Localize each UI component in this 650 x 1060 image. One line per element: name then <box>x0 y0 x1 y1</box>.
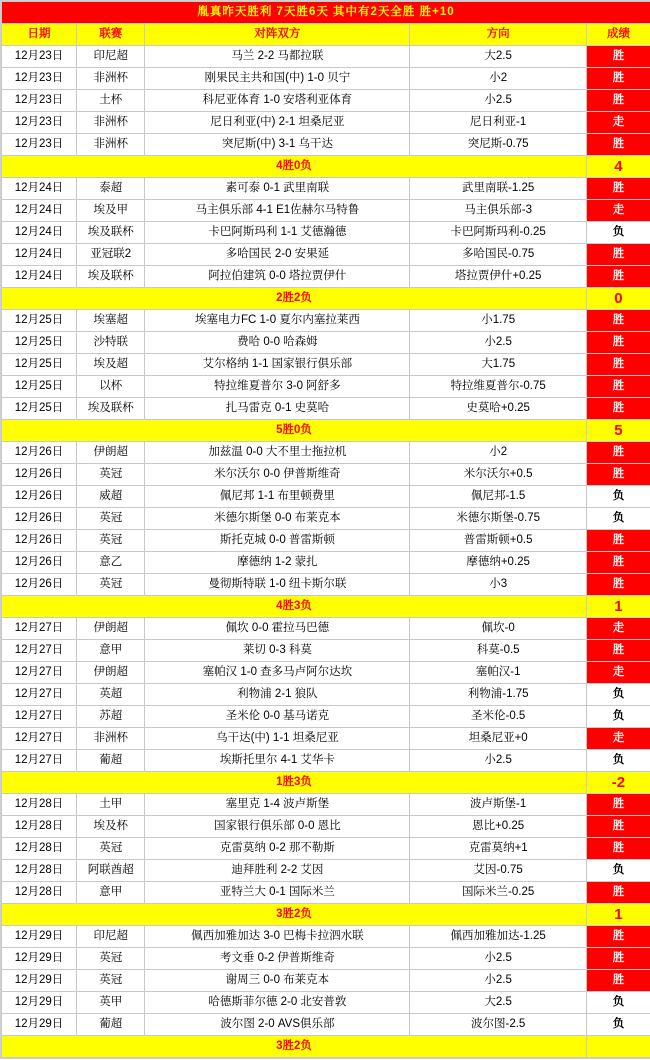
cell-direction: 科莫-0.5 <box>410 640 587 662</box>
cell-date: 12月24日 <box>2 266 77 288</box>
cell-match: 埃斯托里尔 4-1 艾华卡 <box>145 750 410 772</box>
table-row <box>2 640 650 662</box>
cell-result: 胜 <box>586 442 650 464</box>
cell-date: 12月26日 <box>2 552 77 574</box>
cell-match: 米尔沃尔 0-0 伊普斯维奇 <box>145 464 410 486</box>
cell-result: 胜 <box>586 948 650 970</box>
table-row <box>2 464 650 486</box>
table-row <box>2 508 650 530</box>
cell-direction: 多哈国民-0.75 <box>410 244 587 266</box>
cell-direction: 米尔沃尔+0.5 <box>410 464 587 486</box>
cell-match: 国家银行俱乐部 0-0 恩比 <box>145 816 410 838</box>
cell-result: 走 <box>586 662 650 684</box>
table-row <box>2 794 650 816</box>
cell-result: 胜 <box>586 68 650 90</box>
cell-league: 埃及超 <box>77 354 145 376</box>
column-header-league: 联赛 <box>77 24 145 46</box>
cell-league: 埃及联杯 <box>77 266 145 288</box>
cell-result: 胜 <box>586 530 650 552</box>
cell-match: 费哈 0-0 哈森姆 <box>145 332 410 354</box>
cell-match: 科尼亚体育 1-0 安塔利亚体育 <box>145 90 410 112</box>
table-row <box>2 398 650 420</box>
table-row <box>2 178 650 200</box>
cell-result: 胜 <box>586 266 650 288</box>
cell-result: 走 <box>586 618 650 640</box>
column-header-row <box>2 24 650 46</box>
summary-value: 1 <box>586 904 650 926</box>
summary-row <box>2 156 650 178</box>
cell-league: 英冠 <box>77 970 145 992</box>
cell-match: 埃塞电力FC 1-0 夏尔内塞拉莱西 <box>145 310 410 332</box>
summary-value <box>586 1036 650 1058</box>
cell-match: 素可泰 0-1 武里南联 <box>145 178 410 200</box>
table-row <box>2 926 650 948</box>
cell-direction: 尼日利亚-1 <box>410 112 587 134</box>
cell-league: 意甲 <box>77 882 145 904</box>
cell-direction: 小2.5 <box>410 90 587 112</box>
cell-result: 负 <box>586 750 650 772</box>
summary-value: 5 <box>586 420 650 442</box>
summary-value: 1 <box>586 596 650 618</box>
table-row <box>2 332 650 354</box>
summary-row <box>2 904 650 926</box>
cell-direction: 波尔图-2.5 <box>410 1014 587 1036</box>
cell-match: 加兹温 0-0 大不里士拖拉机 <box>145 442 410 464</box>
cell-direction: 佩西加雅加达-1.25 <box>410 926 587 948</box>
cell-result: 胜 <box>586 46 650 68</box>
table-row <box>2 266 650 288</box>
cell-direction: 大2.5 <box>410 46 587 68</box>
cell-direction: 摩德纳+0.25 <box>410 552 587 574</box>
cell-date: 12月23日 <box>2 90 77 112</box>
cell-league: 泰超 <box>77 178 145 200</box>
cell-match: 突尼斯(中) 3-1 乌干达 <box>145 134 410 156</box>
cell-match: 谢周三 0-0 布莱克本 <box>145 970 410 992</box>
cell-match: 克雷莫纳 0-2 那不勒斯 <box>145 838 410 860</box>
cell-match: 斯托克城 0-0 普雷斯顿 <box>145 530 410 552</box>
cell-match: 多哈国民 2-0 安果延 <box>145 244 410 266</box>
cell-date: 12月28日 <box>2 860 77 882</box>
cell-match: 艾尔格纳 1-1 国家银行俱乐部 <box>145 354 410 376</box>
cell-league: 英冠 <box>77 530 145 552</box>
table-row <box>2 310 650 332</box>
cell-result: 胜 <box>586 90 650 112</box>
cell-direction: 小2.5 <box>410 948 587 970</box>
cell-league: 印尼超 <box>77 46 145 68</box>
cell-league: 非洲杯 <box>77 112 145 134</box>
cell-match: 利物浦 2-1 狼队 <box>145 684 410 706</box>
cell-direction: 特拉维夏普尔-0.75 <box>410 376 587 398</box>
cell-match: 马主俱乐部 4-1 E1佐赫尔马特鲁 <box>145 200 410 222</box>
cell-result: 胜 <box>586 464 650 486</box>
cell-league: 埃塞超 <box>77 310 145 332</box>
table-row <box>2 90 650 112</box>
cell-result: 负 <box>586 706 650 728</box>
cell-result: 胜 <box>586 398 650 420</box>
cell-match: 刚果民主共和国(中) 1-0 贝宁 <box>145 68 410 90</box>
cell-date: 12月29日 <box>2 992 77 1014</box>
cell-date: 12月26日 <box>2 442 77 464</box>
page-title: 胤真昨天胜利 7天胜6天 其中有2天全胜 胜+10 <box>2 2 650 24</box>
cell-match: 塞里克 1-4 波卢斯堡 <box>145 794 410 816</box>
cell-direction: 利物浦-1.75 <box>410 684 587 706</box>
table-row <box>2 222 650 244</box>
cell-result: 胜 <box>586 640 650 662</box>
cell-result: 胜 <box>586 354 650 376</box>
table-row <box>2 244 650 266</box>
cell-league: 英冠 <box>77 948 145 970</box>
cell-league: 土甲 <box>77 794 145 816</box>
cell-match: 亚特兰大 0-1 国际米兰 <box>145 882 410 904</box>
cell-result: 胜 <box>586 838 650 860</box>
cell-date: 12月27日 <box>2 618 77 640</box>
summary-label: 4胜0负 <box>2 156 587 178</box>
cell-direction: 突尼斯-0.75 <box>410 134 587 156</box>
cell-result: 胜 <box>586 970 650 992</box>
table-row <box>2 574 650 596</box>
cell-result: 胜 <box>586 178 650 200</box>
cell-match: 波尔图 2-0 AVS俱乐部 <box>145 1014 410 1036</box>
cell-match: 米德尔斯堡 0-0 布莱克本 <box>145 508 410 530</box>
cell-result: 负 <box>586 486 650 508</box>
table-row <box>2 992 650 1014</box>
summary-label: 3胜2负 <box>2 904 587 926</box>
cell-league: 葡超 <box>77 1014 145 1036</box>
table-row <box>2 376 650 398</box>
cell-date: 12月23日 <box>2 112 77 134</box>
cell-date: 12月25日 <box>2 310 77 332</box>
cell-date: 12月27日 <box>2 662 77 684</box>
cell-date: 12月26日 <box>2 464 77 486</box>
results-table <box>1 1 650 1058</box>
cell-date: 12月28日 <box>2 838 77 860</box>
cell-date: 12月29日 <box>2 1014 77 1036</box>
cell-result: 负 <box>586 508 650 530</box>
cell-match: 佩尼邦 1-1 布里顿费里 <box>145 486 410 508</box>
cell-date: 12月27日 <box>2 640 77 662</box>
cell-date: 12月26日 <box>2 508 77 530</box>
cell-match: 尼日利亚(中) 2-1 坦桑尼亚 <box>145 112 410 134</box>
cell-direction: 佩坎-0 <box>410 618 587 640</box>
cell-league: 苏超 <box>77 706 145 728</box>
cell-result: 胜 <box>586 816 650 838</box>
cell-league: 英冠 <box>77 574 145 596</box>
cell-direction: 恩比+0.25 <box>410 816 587 838</box>
cell-league: 伊朗超 <box>77 442 145 464</box>
cell-direction: 小2.5 <box>410 750 587 772</box>
cell-league: 埃及甲 <box>77 200 145 222</box>
table-row <box>2 706 650 728</box>
table-row <box>2 112 650 134</box>
cell-match: 阿拉伯建筑 0-0 塔拉贾伊什 <box>145 266 410 288</box>
cell-result: 负 <box>586 684 650 706</box>
cell-result: 胜 <box>586 244 650 266</box>
table-row <box>2 1014 650 1036</box>
table-row <box>2 948 650 970</box>
table-row <box>2 816 650 838</box>
table-row <box>2 354 650 376</box>
table-row <box>2 882 650 904</box>
cell-date: 12月27日 <box>2 684 77 706</box>
cell-result: 胜 <box>586 552 650 574</box>
cell-match: 塞帕汉 1-0 查多马卢阿尔达坎 <box>145 662 410 684</box>
summary-row <box>2 1036 650 1058</box>
table-row <box>2 486 650 508</box>
cell-match: 马兰 2-2 马都拉联 <box>145 46 410 68</box>
cell-result: 负 <box>586 222 650 244</box>
summary-value: 0 <box>586 288 650 310</box>
table-row <box>2 68 650 90</box>
cell-match: 圣米伦 0-0 基马诺克 <box>145 706 410 728</box>
cell-match: 考文垂 0-2 伊普斯维奇 <box>145 948 410 970</box>
cell-league: 英冠 <box>77 464 145 486</box>
cell-date: 12月28日 <box>2 794 77 816</box>
summary-row <box>2 772 650 794</box>
cell-league: 印尼超 <box>77 926 145 948</box>
cell-result: 胜 <box>586 882 650 904</box>
cell-league: 葡超 <box>77 750 145 772</box>
summary-value: 4 <box>586 156 650 178</box>
summary-label: 2胜2负 <box>2 288 587 310</box>
cell-result: 走 <box>586 728 650 750</box>
cell-league: 阿联酋超 <box>77 860 145 882</box>
cell-direction: 武里南联-1.25 <box>410 178 587 200</box>
cell-direction: 佩尼邦-1.5 <box>410 486 587 508</box>
column-header-direction: 方向 <box>410 24 587 46</box>
summary-row <box>2 420 650 442</box>
table-row <box>2 662 650 684</box>
cell-match: 曼彻斯特联 1-0 纽卡斯尔联 <box>145 574 410 596</box>
cell-result: 负 <box>586 1014 650 1036</box>
cell-match: 哈德斯菲尔德 2-0 北安普敦 <box>145 992 410 1014</box>
cell-date: 12月25日 <box>2 398 77 420</box>
cell-league: 伊朗超 <box>77 662 145 684</box>
cell-league: 以杯 <box>77 376 145 398</box>
table-row <box>2 860 650 882</box>
table-body <box>2 2 650 1058</box>
cell-league: 非洲杯 <box>77 68 145 90</box>
cell-result: 走 <box>586 200 650 222</box>
cell-direction: 艾因-0.75 <box>410 860 587 882</box>
cell-direction: 卡巴阿斯玛利-0.25 <box>410 222 587 244</box>
cell-date: 12月28日 <box>2 816 77 838</box>
cell-match: 佩坎 0-0 霍拉马巴德 <box>145 618 410 640</box>
cell-direction: 圣米伦-0.5 <box>410 706 587 728</box>
cell-direction: 普雷斯顿+0.5 <box>410 530 587 552</box>
table-row <box>2 530 650 552</box>
cell-match: 扎马雷克 0-1 史莫哈 <box>145 398 410 420</box>
cell-result: 胜 <box>586 926 650 948</box>
cell-league: 英甲 <box>77 992 145 1014</box>
cell-direction: 米德尔斯堡-0.75 <box>410 508 587 530</box>
cell-date: 12月23日 <box>2 46 77 68</box>
cell-direction: 波卢斯堡-1 <box>410 794 587 816</box>
cell-league: 英冠 <box>77 838 145 860</box>
summary-value: -2 <box>586 772 650 794</box>
cell-date: 12月27日 <box>2 706 77 728</box>
summary-row <box>2 596 650 618</box>
cell-match: 莱切 0-3 科莫 <box>145 640 410 662</box>
cell-league: 意乙 <box>77 552 145 574</box>
cell-result: 胜 <box>586 794 650 816</box>
cell-date: 12月26日 <box>2 574 77 596</box>
cell-direction: 小3 <box>410 574 587 596</box>
cell-result: 胜 <box>586 134 650 156</box>
cell-match: 卡巴阿斯玛利 1-1 艾德瀚德 <box>145 222 410 244</box>
cell-league: 伊朗超 <box>77 618 145 640</box>
table-row <box>2 46 650 68</box>
cell-match: 佩西加雅加达 3-0 巴梅卡拉泗水联 <box>145 926 410 948</box>
table-row <box>2 134 650 156</box>
cell-date: 12月28日 <box>2 882 77 904</box>
cell-direction: 塞帕汉-1 <box>410 662 587 684</box>
cell-direction: 塔拉贾伊什+0.25 <box>410 266 587 288</box>
cell-league: 英超 <box>77 684 145 706</box>
column-header-date: 日期 <box>2 24 77 46</box>
cell-match: 摩德纳 1-2 蒙扎 <box>145 552 410 574</box>
cell-result: 胜 <box>586 332 650 354</box>
cell-date: 12月25日 <box>2 354 77 376</box>
cell-league: 埃及杯 <box>77 816 145 838</box>
cell-date: 12月24日 <box>2 244 77 266</box>
summary-label: 3胜2负 <box>2 1036 587 1058</box>
cell-result: 走 <box>586 112 650 134</box>
cell-direction: 史莫哈+0.25 <box>410 398 587 420</box>
cell-date: 12月27日 <box>2 728 77 750</box>
table-row <box>2 552 650 574</box>
cell-date: 12月24日 <box>2 178 77 200</box>
cell-date: 12月24日 <box>2 200 77 222</box>
summary-row <box>2 288 650 310</box>
table-row <box>2 970 650 992</box>
cell-match: 迪拜胜利 2-2 艾因 <box>145 860 410 882</box>
cell-result: 负 <box>586 992 650 1014</box>
table-row <box>2 200 650 222</box>
summary-label: 4胜3负 <box>2 596 587 618</box>
table-row <box>2 750 650 772</box>
cell-league: 埃及联杯 <box>77 222 145 244</box>
table-row <box>2 728 650 750</box>
cell-result: 胜 <box>586 574 650 596</box>
cell-league: 土杯 <box>77 90 145 112</box>
table-row <box>2 838 650 860</box>
title-banner-row <box>2 2 650 24</box>
cell-direction: 小2 <box>410 442 587 464</box>
cell-result: 胜 <box>586 310 650 332</box>
cell-date: 12月29日 <box>2 970 77 992</box>
cell-result: 胜 <box>586 376 650 398</box>
cell-league: 英冠 <box>77 508 145 530</box>
table-row <box>2 618 650 640</box>
cell-direction: 小1.75 <box>410 310 587 332</box>
cell-date: 12月24日 <box>2 222 77 244</box>
summary-label: 1胜3负 <box>2 772 587 794</box>
cell-league: 沙特联 <box>77 332 145 354</box>
cell-date: 12月29日 <box>2 926 77 948</box>
cell-date: 12月27日 <box>2 750 77 772</box>
table-row <box>2 442 650 464</box>
cell-date: 12月25日 <box>2 332 77 354</box>
cell-match: 乌干达(中) 1-1 坦桑尼亚 <box>145 728 410 750</box>
cell-direction: 国际米兰-0.25 <box>410 882 587 904</box>
cell-league: 非洲杯 <box>77 728 145 750</box>
cell-date: 12月23日 <box>2 134 77 156</box>
cell-date: 12月26日 <box>2 486 77 508</box>
cell-date: 12月29日 <box>2 948 77 970</box>
cell-league: 威超 <box>77 486 145 508</box>
cell-date: 12月26日 <box>2 530 77 552</box>
column-header-result: 成绩 <box>586 24 650 46</box>
cell-league: 意甲 <box>77 640 145 662</box>
cell-direction: 大1.75 <box>410 354 587 376</box>
cell-league: 埃及联杯 <box>77 398 145 420</box>
cell-direction: 大2.5 <box>410 992 587 1014</box>
cell-direction: 小2.5 <box>410 332 587 354</box>
table-row <box>2 684 650 706</box>
cell-direction: 克雷莫纳+1 <box>410 838 587 860</box>
cell-league: 亚冠联2 <box>77 244 145 266</box>
cell-date: 12月23日 <box>2 68 77 90</box>
cell-match: 特拉维夏普尔 3-0 阿舒多 <box>145 376 410 398</box>
column-header-match: 对阵双方 <box>145 24 410 46</box>
cell-direction: 坦桑尼亚+0 <box>410 728 587 750</box>
cell-direction: 小2 <box>410 68 587 90</box>
cell-result: 负 <box>586 860 650 882</box>
cell-date: 12月25日 <box>2 376 77 398</box>
summary-label: 5胜0负 <box>2 420 587 442</box>
cell-league: 非洲杯 <box>77 134 145 156</box>
cell-direction: 小2.5 <box>410 970 587 992</box>
cell-direction: 马主俱乐部-3 <box>410 200 587 222</box>
